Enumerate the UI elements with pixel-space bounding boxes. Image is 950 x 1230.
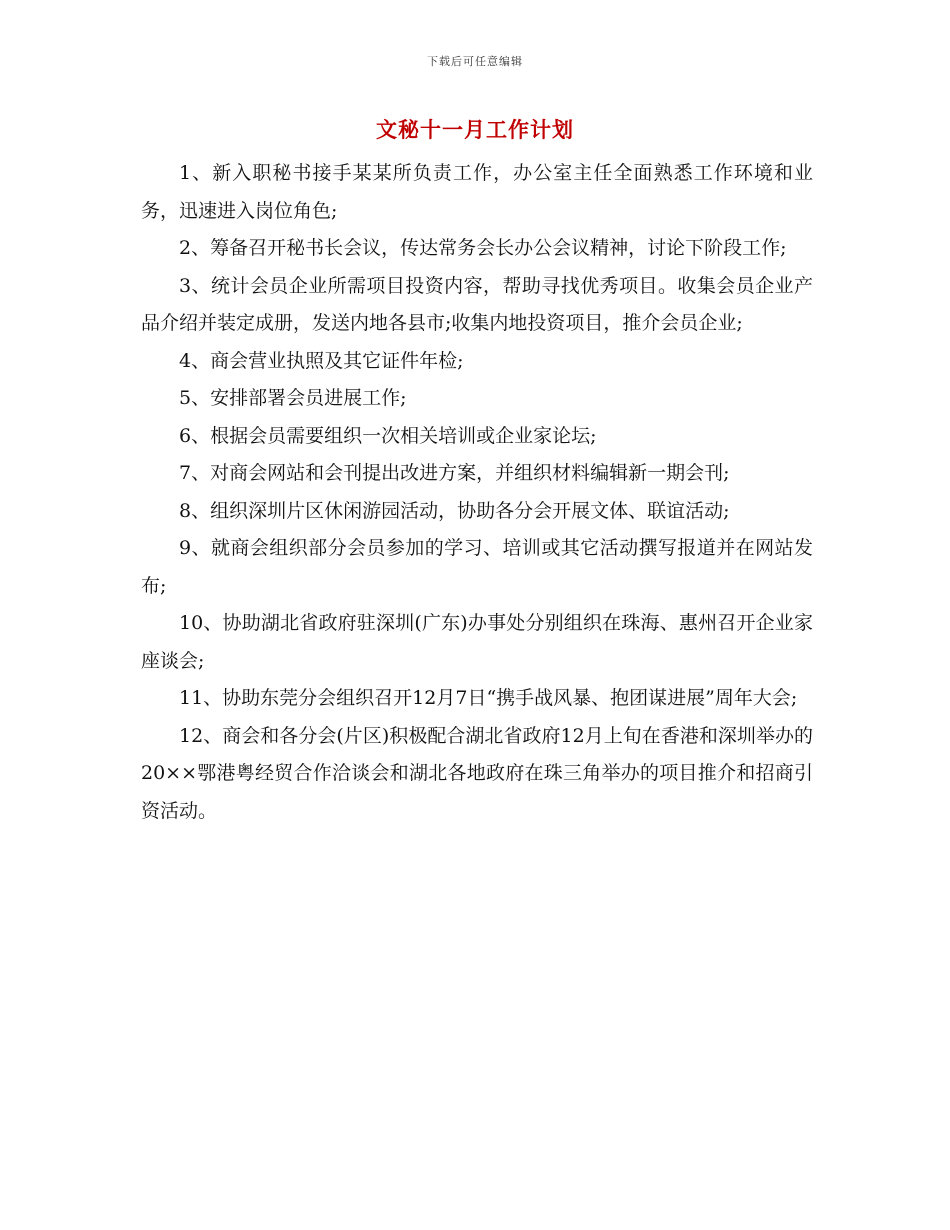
paragraph-item-12: 12、商会和各分会(片区)积极配合湖北省政府12月上旬在香港和深圳举办的20××鄂港粤经贸合作洽谈会和湖北各地政府在珠三角举办的项目推介和招商引资活动。 [141, 724, 813, 822]
paragraph-item-3: 3、统计会员企业所需项目投资内容，帮助寻找优秀项目。收集会员企业产品介绍并装定成册，发送内地各县市;收集内地投资项目，推介会员企业; [141, 274, 813, 334]
document-body [141, 155, 813, 830]
paragraph-item-9: 9、就商会组织部分会员参加的学习、培训或其它活动撰写报道并在网站发布; [141, 537, 813, 597]
paragraph-item-10: 10、协助湖北省政府驻深圳(广东)办事处分别组织在珠海、惠州召开企业家座谈会; [141, 612, 813, 672]
paragraph-item-7: 7、对商会网站和会刊提出改进方案，并组织材料编辑新一期会刊; [179, 462, 730, 484]
paragraph-item-5: 5、安排部署会员进展工作; [179, 387, 407, 409]
paragraph-item-11: 11、协助东莞分会组织召开12月7日“携手战风暴、抱团谋进展”周年大会; [179, 687, 798, 709]
header-note: 下载后可任意编辑 [427, 55, 523, 68]
paragraph-item-4: 4、商会营业执照及其它证件年检; [179, 349, 464, 372]
paragraph-item-1: 1、新入职秘书接手某某所负责工作，办公室主任全面熟悉工作环境和业务，迅速进入岗位角色; [141, 162, 813, 222]
paragraph-item-8: 8、组织深圳片区休闲游园活动，协助各分会开展文体、联谊活动; [179, 499, 730, 522]
paragraph-item-2: 2、筹备召开秘书长会议，传达常务会长办公会议精神，讨论下阶段工作; [179, 237, 787, 259]
document-title: 文秘十一月工作计划 [376, 117, 574, 142]
paragraph-item-6: 6、根据会员需要组织一次相关培训或企业家论坛; [179, 424, 597, 447]
